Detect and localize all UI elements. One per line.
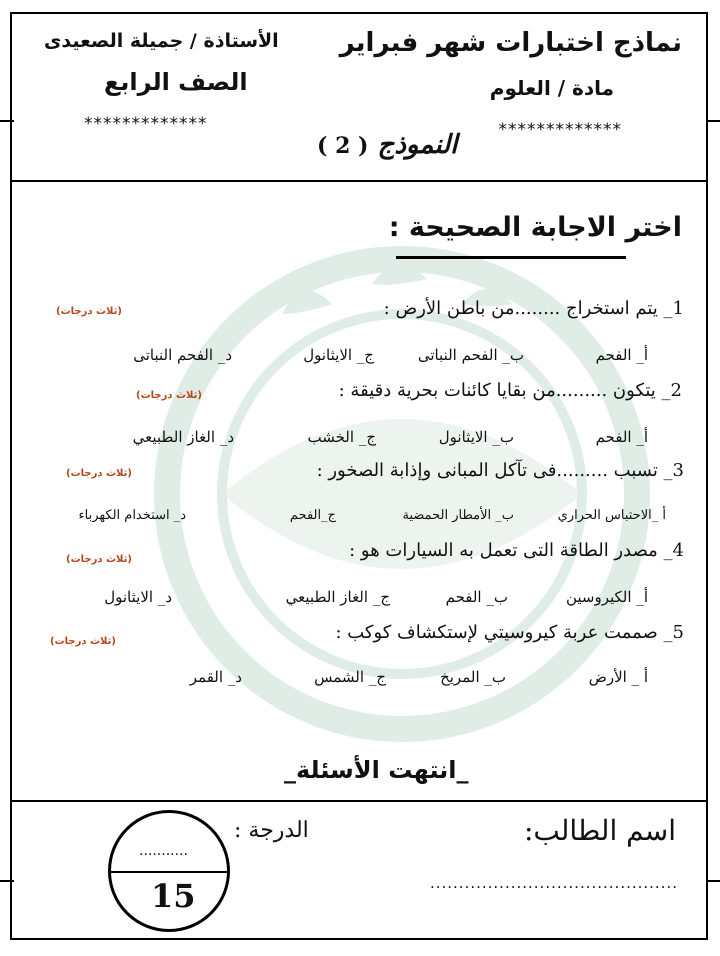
exam-title: نماذج اختبارات شهر فبراير	[339, 28, 682, 58]
q5-option-b: ب_ المريخ	[440, 668, 506, 686]
q2-option-c: ج_ الخشب	[307, 428, 376, 446]
footer-divider	[12, 800, 706, 802]
subject-label: مادة / العلوم	[489, 76, 614, 100]
question-2: 2_ يتكون .........من بقايا كائنات بحرية دقيقة :	[338, 380, 682, 401]
q4-option-c: ج_ الغاز الطبيعي	[285, 588, 390, 606]
question-5: 5_ صممت عربة كيروسيتي لإستكشاف كوكب :	[335, 622, 684, 643]
model-heading	[317, 130, 457, 160]
points-badge: (ثلاث درجات)	[66, 554, 132, 565]
q5-option-c: ج_ الشمس	[314, 668, 386, 686]
question-3: 3_ تسبب .........فى تآكل المبانى وإذابة الصخور :	[316, 460, 684, 481]
model-number: ( 2 )	[317, 133, 369, 159]
total-score: 15	[151, 877, 196, 915]
score-field[interactable]: ...........	[139, 843, 188, 859]
q2-option-a: أ_ الفحم	[595, 428, 648, 446]
instruction-underline	[396, 256, 626, 259]
q1-option-c: ج_ الايثانول	[303, 346, 374, 364]
q4-option-d: د_ الايثانول	[104, 588, 172, 606]
instruction-heading: اختر الاجابة الصحيحة :	[388, 212, 682, 243]
q3-option-c: ج_الفحم	[289, 508, 336, 523]
header-divider	[12, 180, 706, 182]
points-badge: (ثلاث درجات)	[136, 390, 202, 401]
question-4: 4_ مصدر الطاقة التى تعمل به السيارات هو :	[349, 540, 684, 561]
question-1: 1_ يتم استخراج ........من باطن الأرض :	[383, 298, 684, 319]
q5-option-d: د_ القمر	[189, 668, 242, 686]
grade-label: الدرجة :	[234, 818, 309, 843]
q4-option-b: ب_ الفحم	[445, 588, 508, 606]
q2-option-d: د_ الغاز الطبيعي	[132, 428, 234, 446]
teacher-name: الأستاذة / جميلة الصعيدى	[44, 30, 279, 52]
stars-divider-left: *************	[84, 114, 208, 134]
stars-divider-right: *************	[498, 120, 622, 140]
q1-option-d: د_ الفحم النباتى	[133, 346, 232, 364]
q4-option-a: أ_ الكيروسين	[565, 588, 648, 606]
q3-option-b: ب_ الأمطار الحمضية	[402, 508, 514, 523]
points-badge: (ثلاث درجات)	[66, 468, 132, 479]
score-circle	[108, 810, 230, 932]
q3-option-d: د_ استخدام الكهرباء	[78, 508, 186, 523]
edge-mark-right-top	[706, 120, 720, 122]
points-badge: (ثلاث درجات)	[56, 306, 122, 317]
model-label: النموذج	[377, 130, 458, 160]
q1-option-a: أ_ الفحم	[595, 346, 648, 364]
student-name-field[interactable]: ...........................................	[429, 874, 678, 892]
exam-sheet	[10, 12, 708, 940]
score-divider	[111, 871, 227, 873]
end-of-questions: _انتهت الأسئلة_	[284, 756, 469, 784]
edge-mark-right-bottom	[706, 880, 720, 882]
student-name-label: اسم الطالب:	[523, 814, 676, 847]
points-badge: (ثلاث درجات)	[50, 636, 116, 647]
q5-option-a: أ _ الأرض	[588, 668, 648, 686]
q3-option-a: أ _الاحتباس الحراري	[557, 508, 666, 523]
q2-option-b: ب_ الايثانول	[438, 428, 514, 446]
q1-option-b: ب_ الفحم النباتى	[417, 346, 524, 364]
grade-level: الصف الرابع	[104, 68, 248, 96]
